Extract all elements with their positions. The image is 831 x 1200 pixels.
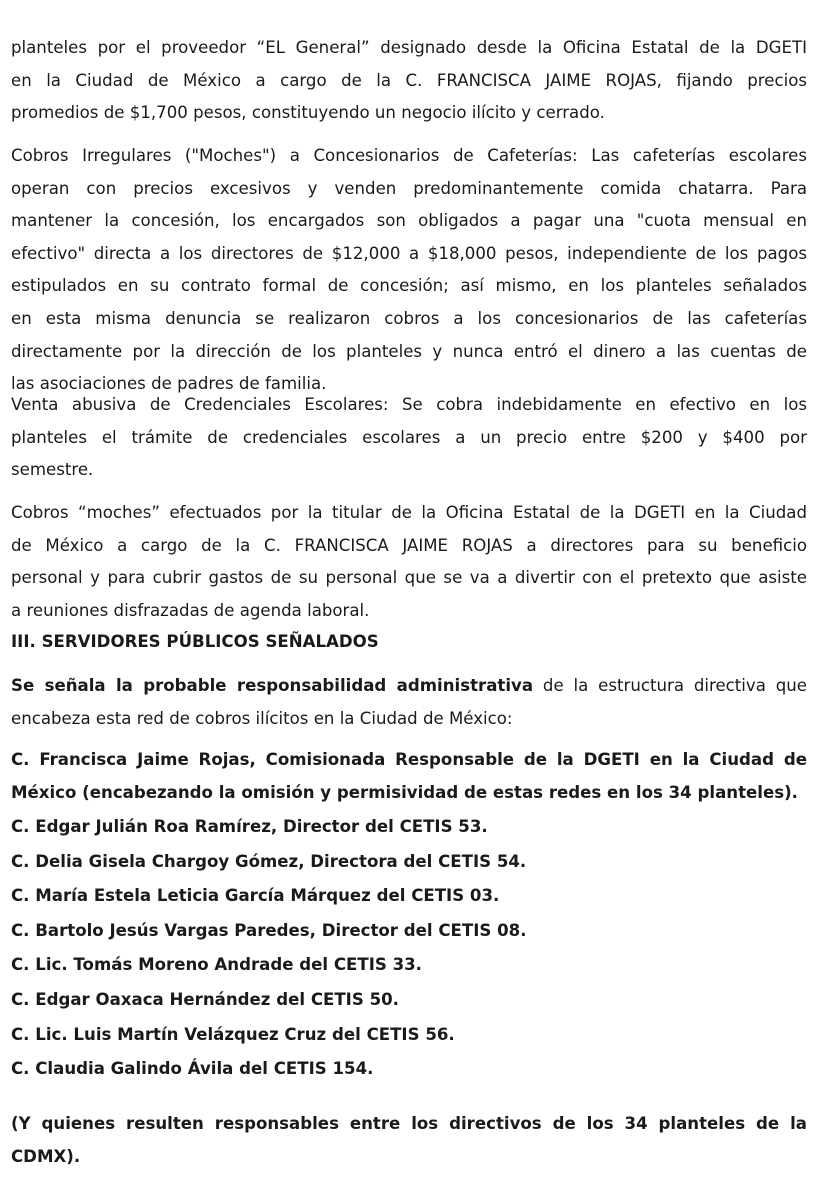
text-line: CDMX). [11,1146,81,1166]
text-line: Cobros Irregulares ("Moches") a Concesionarios de Cafeterías: Las cafeterías escolares [11,146,807,165]
text-line: encabeza esta red de cobros ilícitos en la Ciudad de México: [11,708,513,728]
text-line: personal y para cubrir gastos de su personal que se va a divertir con el pretexto que asiste [11,568,807,588]
paragraph-cafeteria-charges [11,140,807,401]
text-line: planteles por el proveedor “EL General” designado desde la Oficina Estatal de la DGETI [11,38,807,57]
paragraph-uniform-supplier [11,32,807,130]
text-line: semestre. [11,460,94,480]
text-line: las asociaciones de padres de familia. [11,374,327,394]
paragraph-state-office-charges [11,497,807,627]
text-line: Venta abusiva de Credenciales Escolares: Se cobra indebidamente en efectivo en los [11,395,807,414]
paragraph-credential-sales [11,389,807,487]
list-item: C. Lic. Tomás Moreno Andrade del CETIS 33. [11,955,422,975]
section-heading: III. SERVIDORES PÚBLICOS SEÑALADOS [11,632,379,651]
text-line [11,670,807,703]
text-line: en esta misma denuncia se realizaron cobros a los concesionarios de las cafeterías [11,308,807,328]
text-line: mantener la concesión, los encargados son obligados a pagar una "cuota mensual en [11,211,807,231]
text-line: en la Ciudad de México a cargo de la C. FRANCISCA JAIME ROJAS, fijando precios [11,70,807,90]
text-line: México (encabezando la omisión y permisividad de estas redes en los 34 planteles). [11,782,798,802]
list-item: C. Edgar Julián Roa Ramírez, Director del CETIS 53. [11,817,488,836]
text-line: operan con precios excesivos y venden predominantemente comida chatarra. Para [11,178,807,198]
list-item: C. Lic. Luis Martín Velázquez Cruz del CETIS 56. [11,1024,455,1044]
text-line: de México a cargo de la C. FRANCISCA JAIME ROJAS a directores para su beneficio [11,535,807,555]
text-line: efectivo" directa a los directores de $12,000 a $18,000 pesos, independiente de los pagos [11,243,807,263]
list-item: C. Edgar Oaxaca Hernández del CETIS 50. [11,989,399,1009]
text-line: a reuniones disfrazadas de agenda laboral. [11,600,370,620]
text-line: C. Francisca Jaime Rojas, Comisionada Responsable de la DGETI en la Ciudad de [11,750,807,769]
list-item: C. Delia Gisela Chargoy Gómez, Directora del CETIS 54. [11,851,527,871]
paragraph-responsibility-intro [11,670,807,735]
list-item: C. Bartolo Jesús Vargas Paredes, Director del CETIS 08. [11,920,527,940]
list-item: C. Claudia Galindo Ávila del CETIS 154. [11,1059,374,1079]
text-line: planteles el trámite de credenciales escolares a un precio entre $200 y $400 por [11,427,807,447]
text-line: promedios de $1,700 pesos, constituyendo un negocio ilícito y cerrado. [11,103,605,123]
paragraph-closing-note [11,1108,807,1173]
text-line: Cobros “moches” efectuados por la titular de la Oficina Estatal de la DGETI en la Ciudad [11,503,807,522]
list-item: C. María Estela Leticia García Márquez del CETIS 03. [11,886,500,906]
bold-lead-text: Se señala la probable responsabilidad administrativa [11,676,534,695]
officials-list [11,815,527,1092]
text-line: estipulados en su contrato formal de concesión; así mismo, en los planteles señalados [11,276,807,296]
paragraph-commissioner [11,744,807,809]
text-line: directamente por la dirección de los planteles y nunca entró el dinero a las cuentas de [11,341,807,361]
text-line: (Y quienes resulten responsables entre los directivos de los 34 planteles de la [11,1114,807,1133]
text-span: de la estructura directiva que [533,676,807,695]
